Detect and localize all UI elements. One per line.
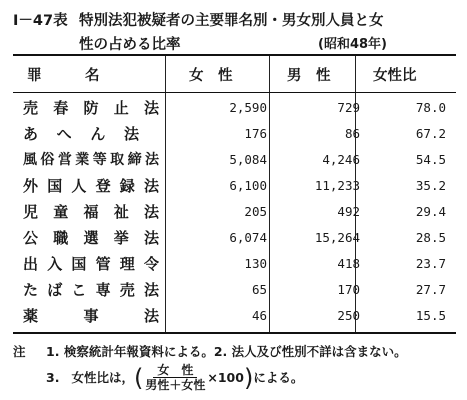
note-2-text: 法人及び性別不詳は含まない。 bbox=[231, 344, 407, 359]
header-female-ratio: 女性比 bbox=[373, 68, 417, 84]
era-label: (昭和48年) bbox=[318, 37, 387, 52]
table-row bbox=[13, 95, 456, 124]
table-row bbox=[13, 173, 456, 202]
note-line-1 bbox=[13, 343, 407, 361]
note-3-suffix: による。 bbox=[253, 369, 304, 385]
crime-name: 外国人登録法 bbox=[23, 177, 159, 195]
male-count: 86 bbox=[344, 126, 360, 141]
note-line-3 bbox=[46, 363, 303, 392]
female-ratio: 27.7 bbox=[415, 282, 446, 297]
female-count: 5,084 bbox=[229, 152, 267, 167]
female-count: 6,074 bbox=[229, 230, 267, 245]
crime-name: 売春防止法 bbox=[23, 99, 159, 117]
male-count: 4,246 bbox=[322, 152, 360, 167]
left-paren-icon: ( bbox=[133, 363, 144, 392]
female-ratio: 54.5 bbox=[415, 152, 446, 167]
male-count: 15,264 bbox=[314, 230, 360, 245]
header-female: 女 性 bbox=[189, 68, 233, 84]
female-ratio: 78.0 bbox=[415, 100, 446, 115]
note-1-text: 検察統計年報資料による。 bbox=[63, 344, 214, 359]
female-count: 46 bbox=[251, 308, 267, 323]
male-count: 729 bbox=[337, 100, 360, 115]
crime-name: 公職選挙法 bbox=[23, 229, 159, 247]
female-count: 6,100 bbox=[229, 178, 267, 193]
formula-numerator: 女 性 bbox=[153, 363, 197, 378]
data-table bbox=[13, 54, 456, 334]
table-row bbox=[13, 277, 456, 306]
male-count: 250 bbox=[337, 308, 360, 323]
female-count: 205 bbox=[244, 204, 267, 219]
female-count: 65 bbox=[251, 282, 267, 297]
title-line-1: 特別法犯被疑者の主要罪名別・男女別人員と女 bbox=[79, 13, 384, 29]
ratio-formula bbox=[145, 363, 205, 392]
header-male: 男 性 bbox=[287, 68, 331, 84]
formula-multiplier: ×100 bbox=[207, 369, 244, 385]
crime-name: あへん法 bbox=[23, 125, 139, 143]
table-row bbox=[13, 225, 456, 254]
female-count: 176 bbox=[244, 126, 267, 141]
crime-name: 風俗営業等取締法 bbox=[23, 152, 159, 168]
male-count: 492 bbox=[337, 204, 360, 219]
note-label: 注 bbox=[13, 344, 26, 359]
crime-name: 出入国管理令 bbox=[23, 255, 159, 273]
crime-name: 児童福祉法 bbox=[23, 203, 159, 221]
note-1-number: 1. bbox=[46, 344, 60, 359]
female-ratio: 35.2 bbox=[415, 178, 446, 193]
title-line-2: 性の占める比率 bbox=[79, 37, 181, 53]
crime-name: 薬事法 bbox=[23, 307, 159, 325]
table-code: I－47表 bbox=[13, 13, 68, 29]
female-ratio: 29.4 bbox=[415, 204, 446, 219]
female-count: 2,590 bbox=[229, 100, 267, 115]
male-count: 418 bbox=[337, 256, 360, 271]
table-header bbox=[13, 56, 456, 93]
table-row bbox=[13, 251, 456, 280]
female-ratio: 67.2 bbox=[415, 126, 446, 141]
table-row bbox=[13, 199, 456, 228]
female-ratio: 23.7 bbox=[415, 256, 446, 271]
note-2-number: 2. bbox=[213, 344, 228, 359]
table-title bbox=[13, 10, 384, 32]
right-paren-icon: ) bbox=[243, 363, 254, 392]
female-count: 130 bbox=[244, 256, 267, 271]
female-ratio: 28.5 bbox=[415, 230, 446, 245]
female-ratio: 15.5 bbox=[415, 308, 446, 323]
male-count: 170 bbox=[337, 282, 360, 297]
formula-denominator: 男性＋女性 bbox=[145, 378, 206, 392]
male-count: 11,233 bbox=[314, 178, 360, 193]
note-3-number: 3. bbox=[46, 369, 60, 385]
table-row bbox=[13, 147, 456, 176]
crime-name: たばこ専売法 bbox=[23, 281, 159, 299]
note-3-prefix: 女性比は， bbox=[71, 369, 134, 385]
header-crime-name: 罪 名 bbox=[27, 68, 100, 84]
table-row bbox=[13, 303, 456, 332]
table-row bbox=[13, 121, 456, 150]
